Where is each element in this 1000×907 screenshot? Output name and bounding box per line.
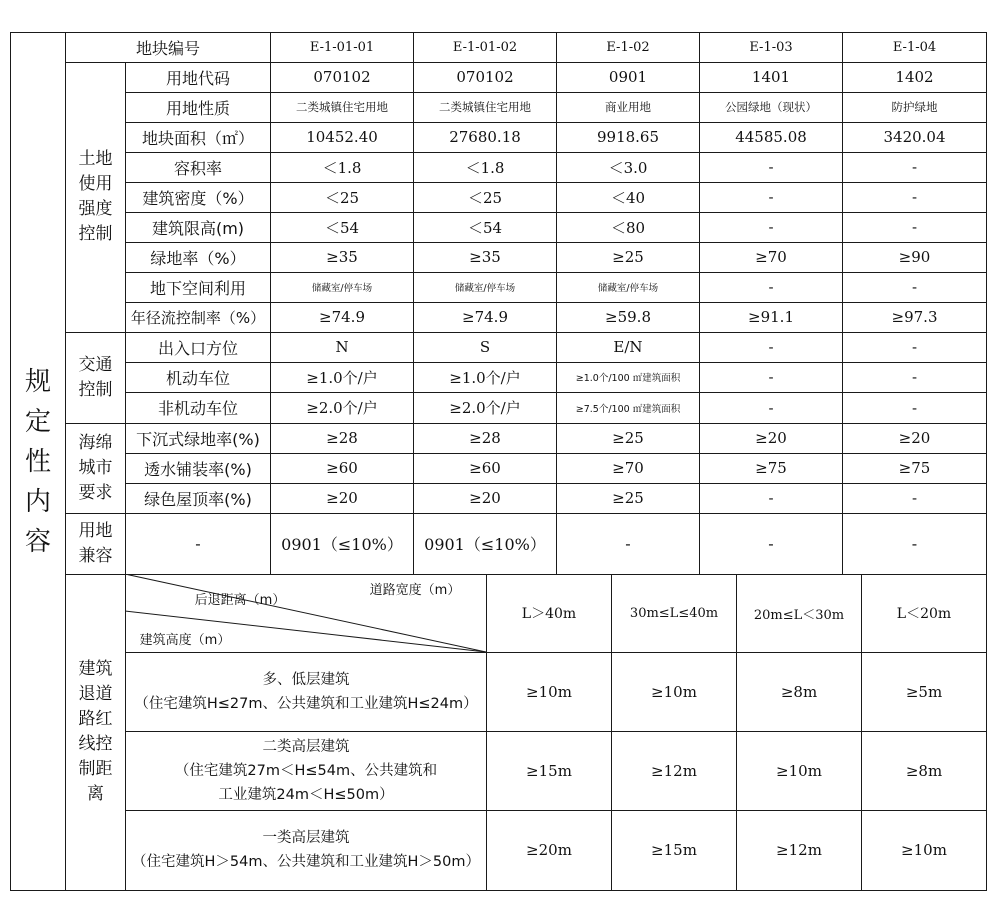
table-cell: 070102 — [456, 68, 514, 86]
table-cell: 二类城镇住宅用地 — [439, 100, 531, 114]
table-cell: 储藏室/停车场 — [454, 283, 516, 294]
table-cell: - — [911, 158, 918, 176]
table-cell: 公园绿地（现状） — [725, 100, 817, 114]
table-cell: ＜25 — [467, 188, 503, 207]
compat-cell: - — [911, 534, 918, 553]
table-cell: 070102 — [313, 68, 371, 86]
table-cell: 商业用地 — [605, 100, 651, 114]
table-cell: - — [911, 368, 918, 386]
row-label: 出入口方位 — [157, 338, 238, 358]
parcel-id: E-1-02 — [606, 39, 650, 55]
row-label: 机动车位 — [165, 368, 230, 388]
setback-cell: ≥8m — [780, 682, 818, 701]
table-cell: 1402 — [895, 68, 934, 86]
row-label: 绿地率（%） — [150, 248, 246, 268]
setback-cell: ≥10m — [651, 682, 697, 701]
group-land-compat: 用地兼容 — [78, 520, 113, 566]
table-cell: - — [768, 188, 774, 206]
setback-cell: ≥5m — [905, 682, 943, 701]
table-cell: ≥25 — [612, 489, 644, 507]
table-border-bottom — [10, 890, 987, 891]
table-cell: ≥60 — [326, 459, 358, 477]
table-cell: - — [768, 489, 774, 507]
table-cell: - — [768, 158, 774, 176]
table-cell: 3420.04 — [883, 128, 946, 146]
table-cell: ≥2.0个/户 — [306, 399, 378, 417]
table-cell: - — [911, 188, 918, 206]
table-cell: ≥70 — [612, 459, 644, 477]
table-cell: ≥97.3 — [891, 308, 938, 326]
setback-cell: ≥12m — [776, 841, 822, 859]
table-cell: ＜40 — [610, 188, 646, 207]
table-cell: ≥7.5个/100 ㎡建筑面积 — [575, 403, 681, 415]
diag-header-height: 建筑高度（m） — [139, 632, 231, 648]
building-type-label: 二类高层建筑 （住宅建筑27m＜H≤54m、公共建筑和 工业建筑24m＜H≤50m） — [174, 738, 438, 803]
setback-cell: ≥12m — [651, 761, 697, 780]
table-cell: ≥35 — [469, 248, 501, 266]
table-cell: 二类城镇住宅用地 — [296, 100, 388, 114]
compat-cell: - — [195, 534, 201, 553]
table-cell: ＜25 — [324, 188, 360, 207]
table-cell: ≥70 — [755, 248, 787, 266]
table-cell: 防护绿地 — [891, 100, 938, 114]
table-cell: ＜54 — [324, 218, 360, 237]
table-cell: - — [911, 278, 918, 296]
group-sponge-city: 海绵城市要求 — [78, 432, 113, 503]
setback-cell: ≥10m — [776, 761, 822, 780]
table-cell: 44585.08 — [735, 128, 807, 146]
table-cell: - — [911, 398, 918, 417]
table-cell: - — [768, 338, 774, 356]
table-cell: 10452.40 — [306, 128, 378, 146]
table-cell: ≥91.1 — [748, 308, 794, 326]
table-cell: ≥75 — [755, 459, 787, 477]
road-width-header: L＞40m — [521, 606, 577, 622]
header-label: 地块编号 — [135, 38, 200, 58]
row-label: 地下空间利用 — [149, 278, 246, 298]
table-cell: ≥60 — [469, 459, 501, 477]
table-cell: - — [768, 278, 774, 296]
table-cell: E/N — [613, 338, 643, 356]
row-label: 透水铺装率(%) — [144, 459, 252, 479]
table-cell: ≥74.9 — [462, 308, 508, 326]
building-type-label: 一类高层建筑 （住宅建筑H＞54m、公共建筑和工业建筑H＞50m） — [132, 830, 480, 870]
table-cell: ≥20 — [898, 429, 931, 447]
table-cell: ≥59.8 — [605, 308, 651, 326]
table-cell: ≥75 — [898, 459, 931, 477]
group-land-use: 土地使用强度控制 — [78, 149, 113, 244]
setback-cell: ≥15m — [651, 841, 697, 859]
road-width-header: 30m≤L≤40m — [629, 605, 719, 621]
table-cell: ≥1.0个/100 ㎡建筑面积 — [575, 373, 681, 384]
setback-cell: ≥20m — [526, 841, 572, 859]
table-cell: ≥2.0个/户 — [449, 399, 521, 417]
setback-cell: ≥10m — [526, 682, 572, 701]
table-cell: ＜80 — [610, 218, 646, 237]
table-cell: 0901 — [608, 68, 648, 86]
table-cell: ≥90 — [898, 248, 931, 266]
table-cell: ≥28 — [469, 429, 501, 447]
row-label: 非机动车位 — [157, 399, 238, 418]
row-label: 容积率 — [173, 158, 222, 178]
table-cell: - — [768, 218, 774, 236]
road-width-header: L＜20m — [896, 606, 952, 622]
table-cell: ≥35 — [326, 248, 358, 266]
table-cell: ≥20 — [469, 489, 501, 507]
row-label: 下沉式绿地率(%) — [136, 429, 260, 449]
table-cell: ＜3.0 — [608, 158, 648, 177]
table-cell: 27680.18 — [449, 128, 521, 146]
setback-cell: ≥15m — [526, 761, 572, 780]
compat-cell: - — [625, 534, 631, 553]
table-cell: - — [911, 218, 918, 236]
parcel-id: E-1-01-01 — [309, 39, 375, 55]
table-cell: - — [768, 368, 774, 386]
group-setback: 建筑退道路红线控制距离 — [78, 659, 113, 804]
row-label: 建筑限高(m) — [151, 218, 245, 238]
building-type-label: 多、低层建筑 （住宅建筑H≤27m、公共建筑和工业建筑H≤24m） — [134, 671, 478, 712]
table-cell: ≥28 — [326, 429, 358, 447]
setback-cell: ≥8m — [905, 761, 943, 780]
row-label: 用地代码 — [165, 68, 230, 88]
compat-cell: 0901（≤10%） — [281, 535, 403, 554]
main-group-text: 规定性内容 — [24, 366, 51, 557]
table-cell: 储藏室/停车场 — [311, 283, 373, 294]
compat-cell: 0901（≤10%） — [424, 535, 546, 554]
row-label: 建筑密度（%） — [142, 188, 254, 208]
parcel-id: E-1-03 — [749, 39, 793, 55]
table-cell: ≥20 — [326, 489, 358, 507]
table-cell: ＜1.8 — [322, 158, 362, 177]
table-cell: ≥1.0个/户 — [306, 368, 378, 387]
row-label: 绿色屋顶率(%) — [144, 489, 252, 509]
table-cell: S — [479, 338, 491, 356]
table-cell: ＜1.8 — [465, 158, 505, 177]
parcel-id: E-1-04 — [892, 39, 937, 55]
compat-cell: - — [768, 534, 774, 553]
table-cell: ＜54 — [467, 218, 503, 237]
table-cell: 9918.65 — [596, 128, 660, 146]
table-cell: - — [768, 398, 774, 417]
table-cell: N — [335, 338, 349, 356]
table-cell: ≥1.0个/户 — [449, 368, 521, 387]
row-label: 年径流控制率（%） — [130, 308, 266, 327]
table-border-right — [986, 32, 987, 891]
road-width-header: 20m≤L＜30m — [753, 607, 845, 623]
table-cell: - — [911, 338, 918, 356]
main-group-label — [10, 32, 66, 891]
group-traffic: 交通控制 — [78, 354, 113, 400]
setback-cell: ≥10m — [901, 841, 947, 859]
diag-header-road-width: 道路宽度（m） — [369, 582, 461, 598]
parcel-id: E-1-01-02 — [452, 39, 518, 55]
row-label: 地块面积（㎡） — [141, 128, 254, 148]
table-cell: ≥25 — [612, 429, 644, 447]
table-cell: - — [911, 489, 918, 507]
table-cell: ≥25 — [612, 248, 644, 266]
diag-header-setback: 后退距离（m） — [194, 592, 286, 608]
row-label: 用地性质 — [165, 98, 230, 118]
table-cell: 储藏室/停车场 — [597, 283, 659, 294]
table-cell: ≥74.9 — [319, 308, 365, 326]
table-cell: ≥20 — [755, 429, 787, 447]
table-cell: 1401 — [751, 68, 791, 86]
